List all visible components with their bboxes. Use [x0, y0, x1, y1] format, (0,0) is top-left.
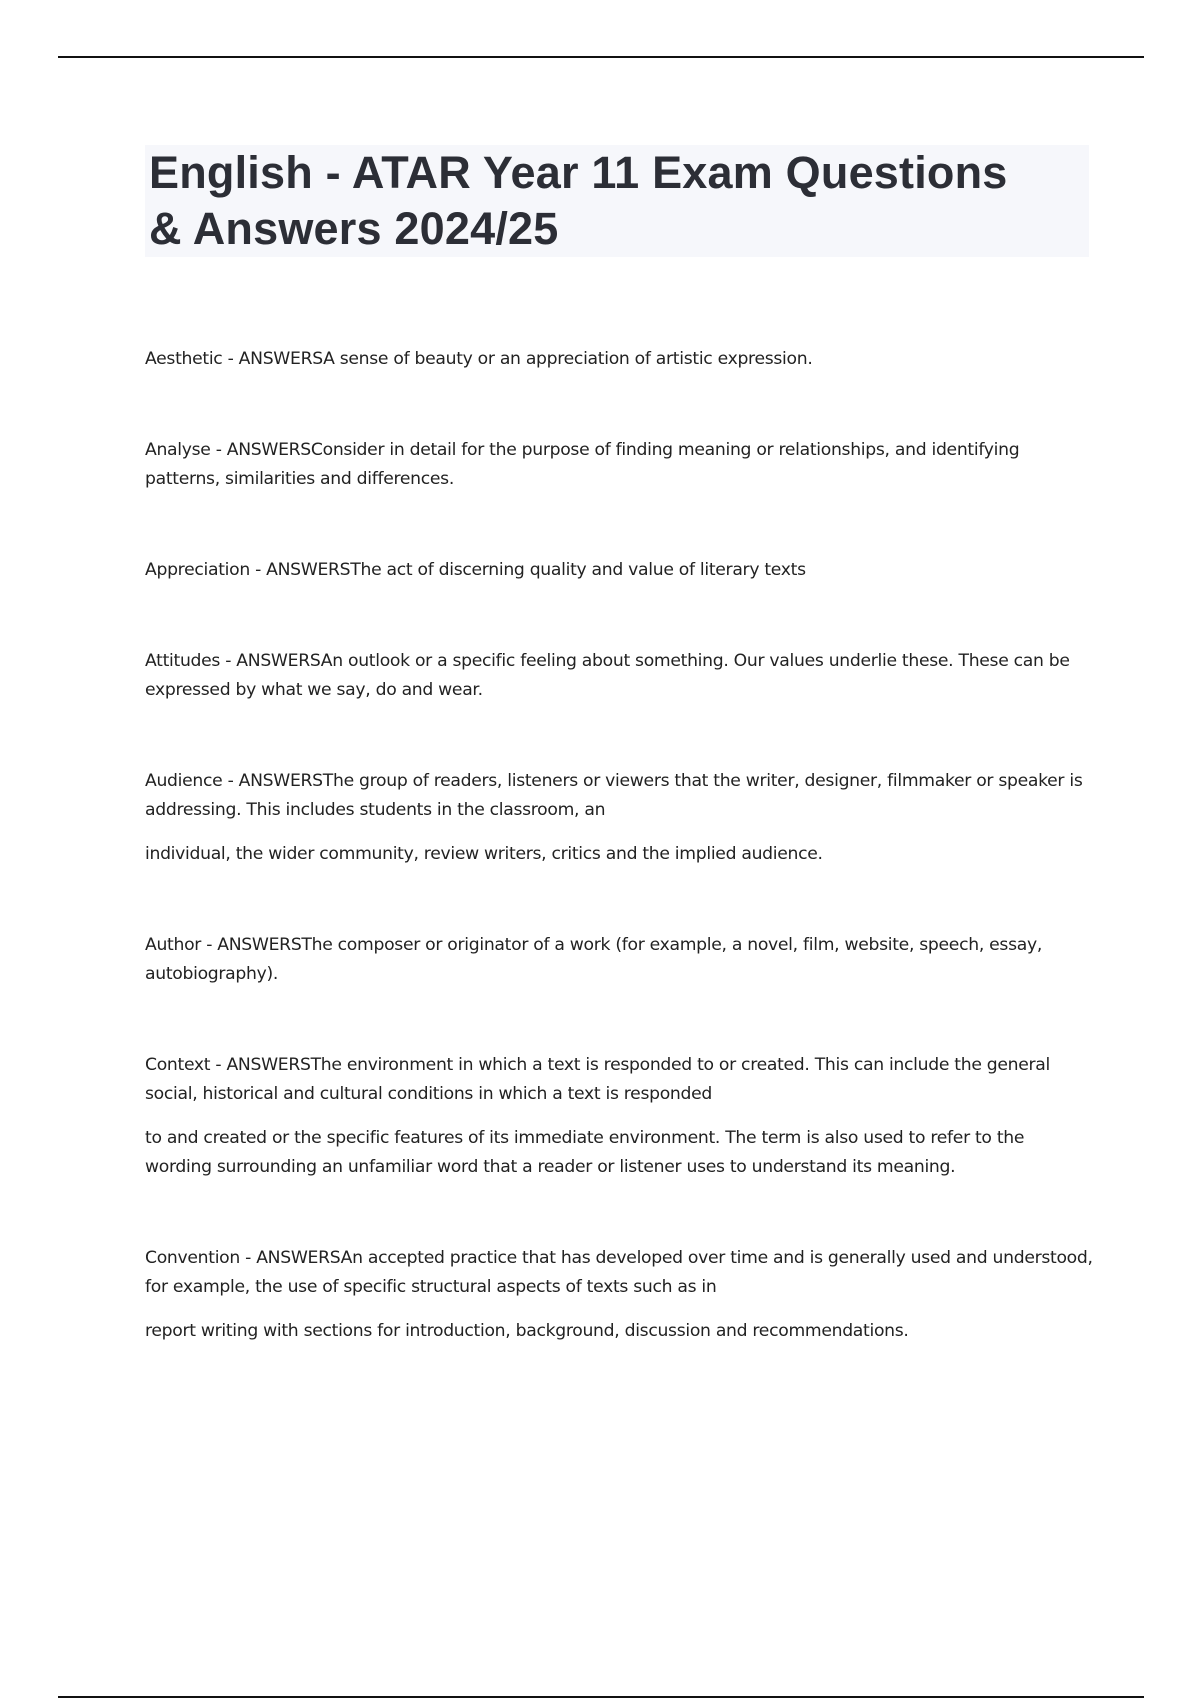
entry-text: Context - ANSWERSThe environment in which a text is responded to or created. This can include the general social, historical and cultural conditions in which a text is responded	[145, 1055, 1050, 1104]
glossary-entry-appreciation	[145, 556, 1095, 585]
entry-text: Convention - ANSWERSAn accepted practice that has developed over time and is generally used and understood, for example, the use of specific structural aspects of texts such as in	[145, 1248, 1093, 1297]
entry-text-continued: report writing with sections for introduction, background, discussion and recommendations.	[145, 1321, 909, 1341]
glossary-entry-audience	[145, 767, 1095, 869]
entry-text: Audience - ANSWERSThe group of readers, listeners or viewers that the writer, designer, filmmaker or speaker is addressing. This includes students in the classroom, an	[145, 771, 1083, 820]
bottom-rule	[58, 1696, 1144, 1698]
page-title	[149, 145, 1085, 257]
glossary-entry-context	[145, 1051, 1095, 1182]
entry-text: Appreciation - ANSWERSThe act of discerning quality and value of literary texts	[145, 560, 806, 580]
glossary-entry-aesthetic	[145, 345, 1095, 374]
entry-text-continued: individual, the wider community, review writers, critics and the implied audience.	[145, 844, 823, 864]
entry-text: Analyse - ANSWERSConsider in detail for the purpose of finding meaning or relationships, and identifying patterns, similarities and differences.	[145, 440, 1020, 489]
entry-text: Author - ANSWERSThe composer or originator of a work (for example, a novel, film, website, speech, essay, autobiography).	[145, 935, 1043, 984]
glossary-entry-convention	[145, 1244, 1095, 1346]
glossary-list	[145, 345, 1095, 1408]
entry-text: Attitudes - ANSWERSAn outlook or a specific feeling about something. Our values underlie these. These can be expressed by what we say, do and wear.	[145, 651, 1070, 700]
glossary-entry-author	[145, 931, 1095, 989]
page-title-line-1: English - ATAR Year 11 Exam Questions	[149, 147, 1008, 198]
title-block	[145, 145, 1089, 257]
entry-text: Aesthetic - ANSWERSA sense of beauty or an appreciation of artistic expression.	[145, 349, 813, 369]
page-title-line-2: & Answers 2024/25	[149, 203, 559, 254]
top-rule	[58, 56, 1144, 58]
entry-text-continued: to and created or the specific features of its immediate environment. The term is also used to refer to the wording surrounding an unfamiliar word that a reader or listener uses to understand its meaning.	[145, 1128, 1025, 1177]
glossary-entry-attitudes	[145, 647, 1095, 705]
glossary-entry-analyse	[145, 436, 1095, 494]
